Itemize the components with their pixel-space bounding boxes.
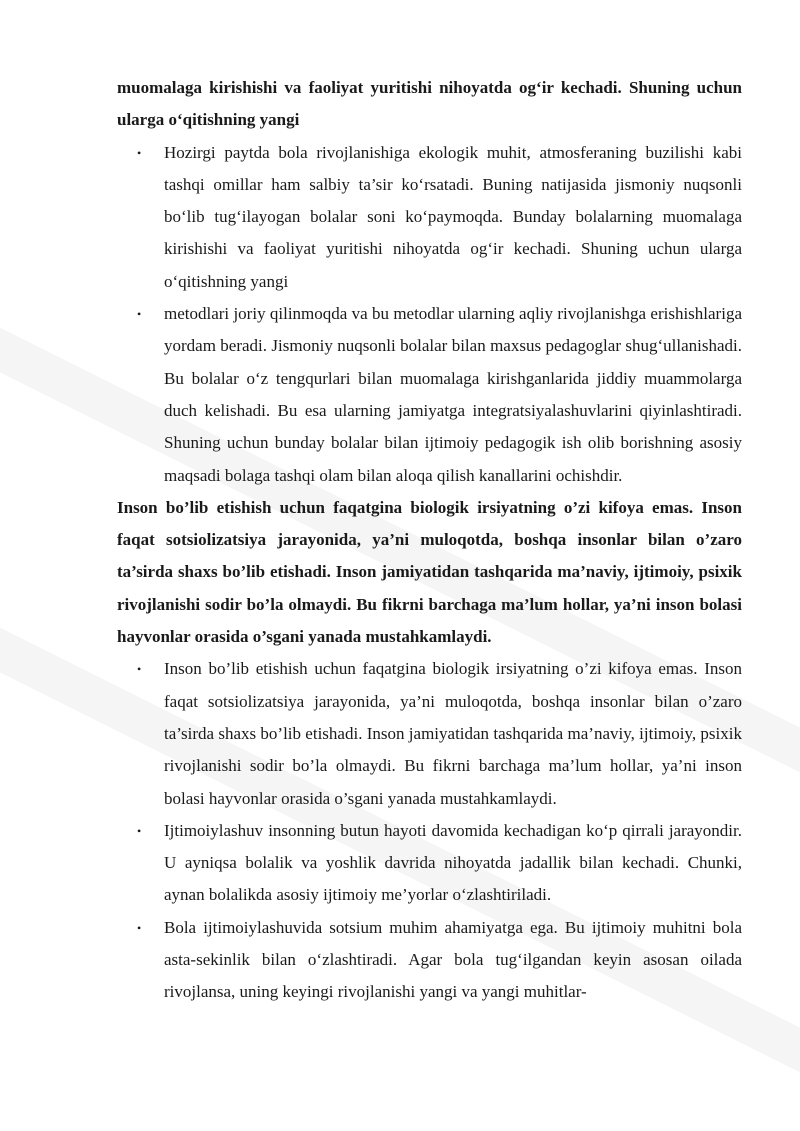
list-item — [117, 653, 742, 814]
list-item — [117, 912, 742, 1009]
bullet-icon: • — [137, 307, 142, 322]
document-page — [117, 72, 742, 1009]
list-item — [117, 298, 742, 492]
bold-paragraph-1: muomalaga kirishishi va faoliyat yuritishi nihoyatda og‘ir kechadi. Shuning uchun ularga o‘qitishning yangi — [117, 78, 742, 130]
list-item — [117, 815, 742, 912]
bold-paragraph-2: Inson bo’lib etishish uchun faqatgina biologik irsiyatning o’zi kifoya emas. Inson faqat sotsiolizatsiya jarayonida, ya’ni muloqotda, boshqa insonlar bilan o’zaro ta’sirda shaxs bo’lib etishadi. Inson jamiyatidan tashqarida ma’naviy, ijtimoiy, psixik rivojlanishi sodir bo’la olmaydi. Bu fikrni barchaga ma’lum hollar, ya’ni inson bolasi hayvonlar orasida o’sgani yanada mustahkamlaydi. — [117, 497, 742, 647]
bullet-icon: • — [137, 662, 142, 677]
list-item — [117, 137, 742, 298]
bullet-icon: • — [137, 920, 142, 935]
list-item-text: Ijtimoiylashuv insonning butun hayoti davomida kechadigan ko‘p qirrali jarayondir. U ayniqsa bolalik va yoshlik davrida nihoyatda jadallik bilan kechadi. Chunki, aynan bolalikda asosiy ijtimoiy me’yorlar o‘zlashtiriladi. — [164, 820, 742, 905]
list-item-text: metodlari joriy qilinmoqda va bu metodlar ularning aqliy rivojlanishga erishishlariga yordam beradi. Jismoniy nuqsonli bolalar bilan maxsus pedagoglar shug‘ullanishadi. Bu bolalar o‘z tengqurlari bilan muomalaga kirishganlarida jiddiy muammolarga duch kelishadi. Bu esa ularning jamiyatga integratsiyalashuvlarini qiyinlashtiradi. Shuning uchun bunday bolalar bilan ijtimoiy pedagogik ish olib borishning asosiy maqsadi bolaga tashqi olam bilan aloqa qilish kanallarini ochishdir. — [164, 304, 742, 485]
bullet-icon: • — [137, 823, 142, 838]
bullet-list-2 — [117, 653, 742, 1008]
list-item-text: Bola ijtimoiylashuvida sotsium muhim ahamiyatga ega. Bu ijtimoiy muhitni bola asta-sekinlik bilan o‘zlashtiradi. Agar bola tug‘ilgandan keyin asosan oilada rivojlansa, uning keyingi rivojlanishi yangi va yangi muhitlar- — [164, 917, 742, 1002]
list-item-text: Inson bo’lib etishish uchun faqatgina biologik irsiyatning o’zi kifoya emas. Inson faqat sotsiolizatsiya jarayonida, ya’ni muloqotda, boshqa insonlar bilan o’zaro ta’sirda shaxs bo’lib etishadi. Inson jamiyatidan tashqarida ma’naviy, ijtimoiy, psixik rivojlanishi sodir bo’la olmaydi. Bu fikrni barchaga ma’lum hollar, ya’ni inson bolasi hayvonlar orasida o’sgani yanada mustahkamlaydi. — [164, 659, 742, 808]
bullet-list-1 — [117, 137, 742, 492]
list-item-text: Hozirgi paytda bola rivojlanishiga ekologik muhit, atmosferaning buzilishi kabi tashqi omillar ham salbiy ta’sir ko‘rsatadi. Buning natijasida jismoniy nuqsonli bo‘lib tug‘ilayogan bolalar soni ko‘paymoqda. Bunday bolalarning muomalaga kirishishi va faoliyat yuritishi nihoyatda og‘ir kechadi. Shuning uchun ularga o‘qitishning yangi — [164, 142, 742, 291]
bullet-icon: • — [137, 145, 142, 160]
